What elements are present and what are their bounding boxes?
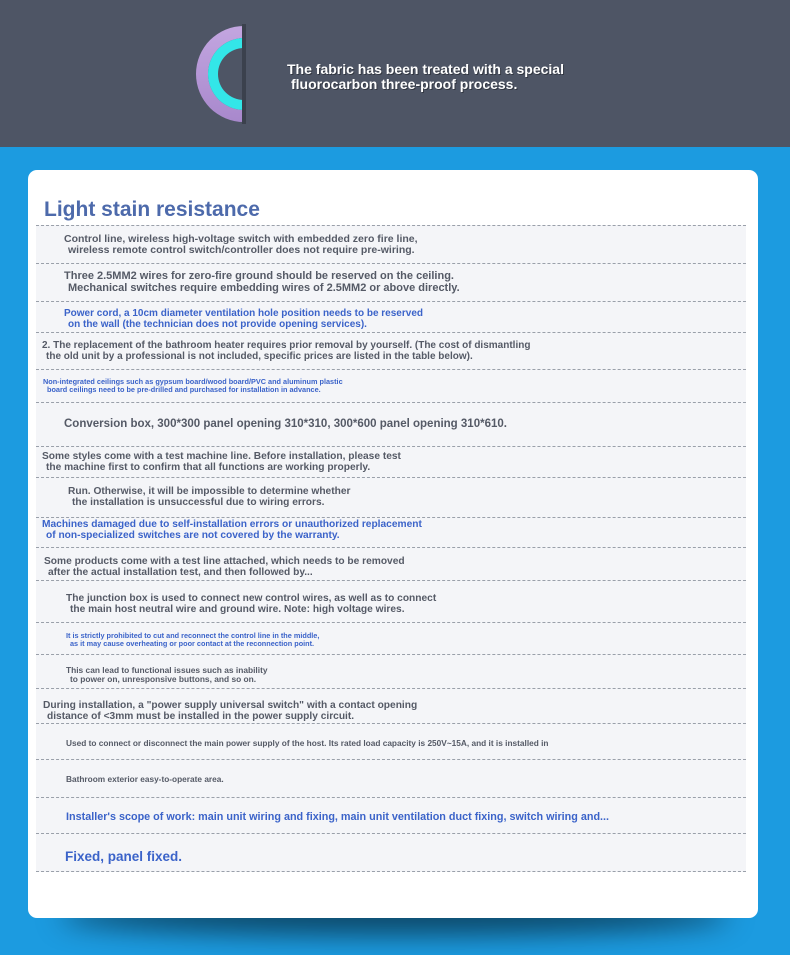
list-item-line1: This can lead to functional issues such as inability <box>66 665 268 675</box>
list-item-line2: of non-specialized switches are not covered by the warranty. <box>46 529 340 541</box>
list-item-line1: During installation, a "power supply universal switch" with a contact opening <box>43 700 418 711</box>
header-caption-line1: The fabric has been treated with a special <box>287 61 564 77</box>
list-item-line1: Some products come with a test line attached, which needs to be removed <box>44 556 405 567</box>
list-item-line2: wireless remote control switch/controller does not require pre-wiring. <box>68 244 415 257</box>
list-item-line1: Run. Otherwise, it will be impossible to determine whether <box>68 486 351 497</box>
list-item <box>36 477 746 519</box>
list-item <box>36 225 746 265</box>
list-item <box>36 833 746 872</box>
list-item <box>36 402 746 448</box>
list-item-line2: the installation is unsuccessful due to wiring errors. <box>72 496 325 508</box>
header-banner <box>0 0 790 147</box>
card-title: Light stain resistance <box>44 198 260 221</box>
list-item-line2: the old unit by a professional is not included, specific prices are listed in the table below). <box>46 350 473 362</box>
list-item-line1: Three 2.5MM2 wires for zero-fire ground should be reserved on the ceiling. <box>64 270 454 282</box>
list-item <box>36 654 746 690</box>
list-item <box>36 332 746 371</box>
list-item-line1: Fixed, panel fixed. <box>65 849 183 864</box>
list-item <box>36 797 746 835</box>
list-item-line2: the main host neutral wire and ground wire. Note: high voltage wires. <box>70 603 405 615</box>
header-caption-line2: fluorocarbon three-proof process. <box>291 76 518 92</box>
list-item-line2: distance of <3mm must be installed in the power supply circuit. <box>47 710 355 722</box>
list-item-line1: Control line, wireless high-voltage switch with embedded zero fire line, <box>64 233 418 245</box>
list-item-line1: Installer's scope of work: main unit wiring and fixing, main unit ventilation duct fixing, switch wiring and... <box>66 811 610 823</box>
list-item-line1: Non-integrated ceilings such as gypsum board/wood board/PVC and aluminum plastic <box>43 377 343 386</box>
list-item <box>36 723 746 761</box>
list-item-line1: It is strictly prohibited to cut and reconnect the control line in the middle, <box>66 631 320 640</box>
list-item-line1: The junction box is used to connect new control wires, as well as to connect <box>66 593 437 604</box>
list-item-line1: Some styles come with a test machine line. Before installation, please test <box>42 451 401 462</box>
list-item <box>36 517 746 549</box>
list-item-line2: to power on, unresponsive buttons, and so on. <box>70 673 257 684</box>
header-caption <box>287 62 564 92</box>
list-item <box>36 446 746 479</box>
list-item-line1: Conversion box, 300*300 panel opening 310*310, 300*600 panel opening 310*610. <box>64 418 507 430</box>
list-item <box>36 263 746 303</box>
list-item <box>36 688 746 725</box>
list-item <box>36 759 746 799</box>
content-card <box>28 170 758 918</box>
list-item-line1: Used to connect or disconnect the main power supply of the host. Its rated load capacity is 250V~15A, and it is installed in <box>66 738 549 748</box>
list-item-line2: the machine first to confirm that all functions are working properly. <box>46 461 371 473</box>
list-item-line1: Bathroom exterior easy-to-operate area. <box>66 774 224 784</box>
list-item <box>36 622 746 656</box>
list-item <box>36 301 746 334</box>
list-item <box>36 369 746 404</box>
list-item-line1: Power cord, a 10cm diameter ventilation hole position needs to be reserved <box>64 308 423 319</box>
list-item-line2: board ceilings need to be pre-drilled and purchased for installation in advance. <box>47 384 321 394</box>
list-item <box>36 580 746 624</box>
list-item-line2: on the wall (the technician does not provide opening services). <box>68 318 367 330</box>
ring-logo-icon <box>174 20 282 128</box>
list-item-line2: as it may cause overheating or poor contact at the reconnection point. <box>70 638 315 648</box>
list-item-line1: 2. The replacement of the bathroom heater requires prior removal by yourself. (The cost of dismantling <box>42 340 531 351</box>
list-item-line1: Machines damaged due to self-installation errors or unauthorized replacement <box>42 519 422 530</box>
list-item <box>36 547 746 582</box>
list-item-line2: Mechanical switches require embedding wires of 2.5MM2 or above directly. <box>68 281 460 294</box>
list-item-line2: after the actual installation test, and then followed by... <box>48 566 313 578</box>
